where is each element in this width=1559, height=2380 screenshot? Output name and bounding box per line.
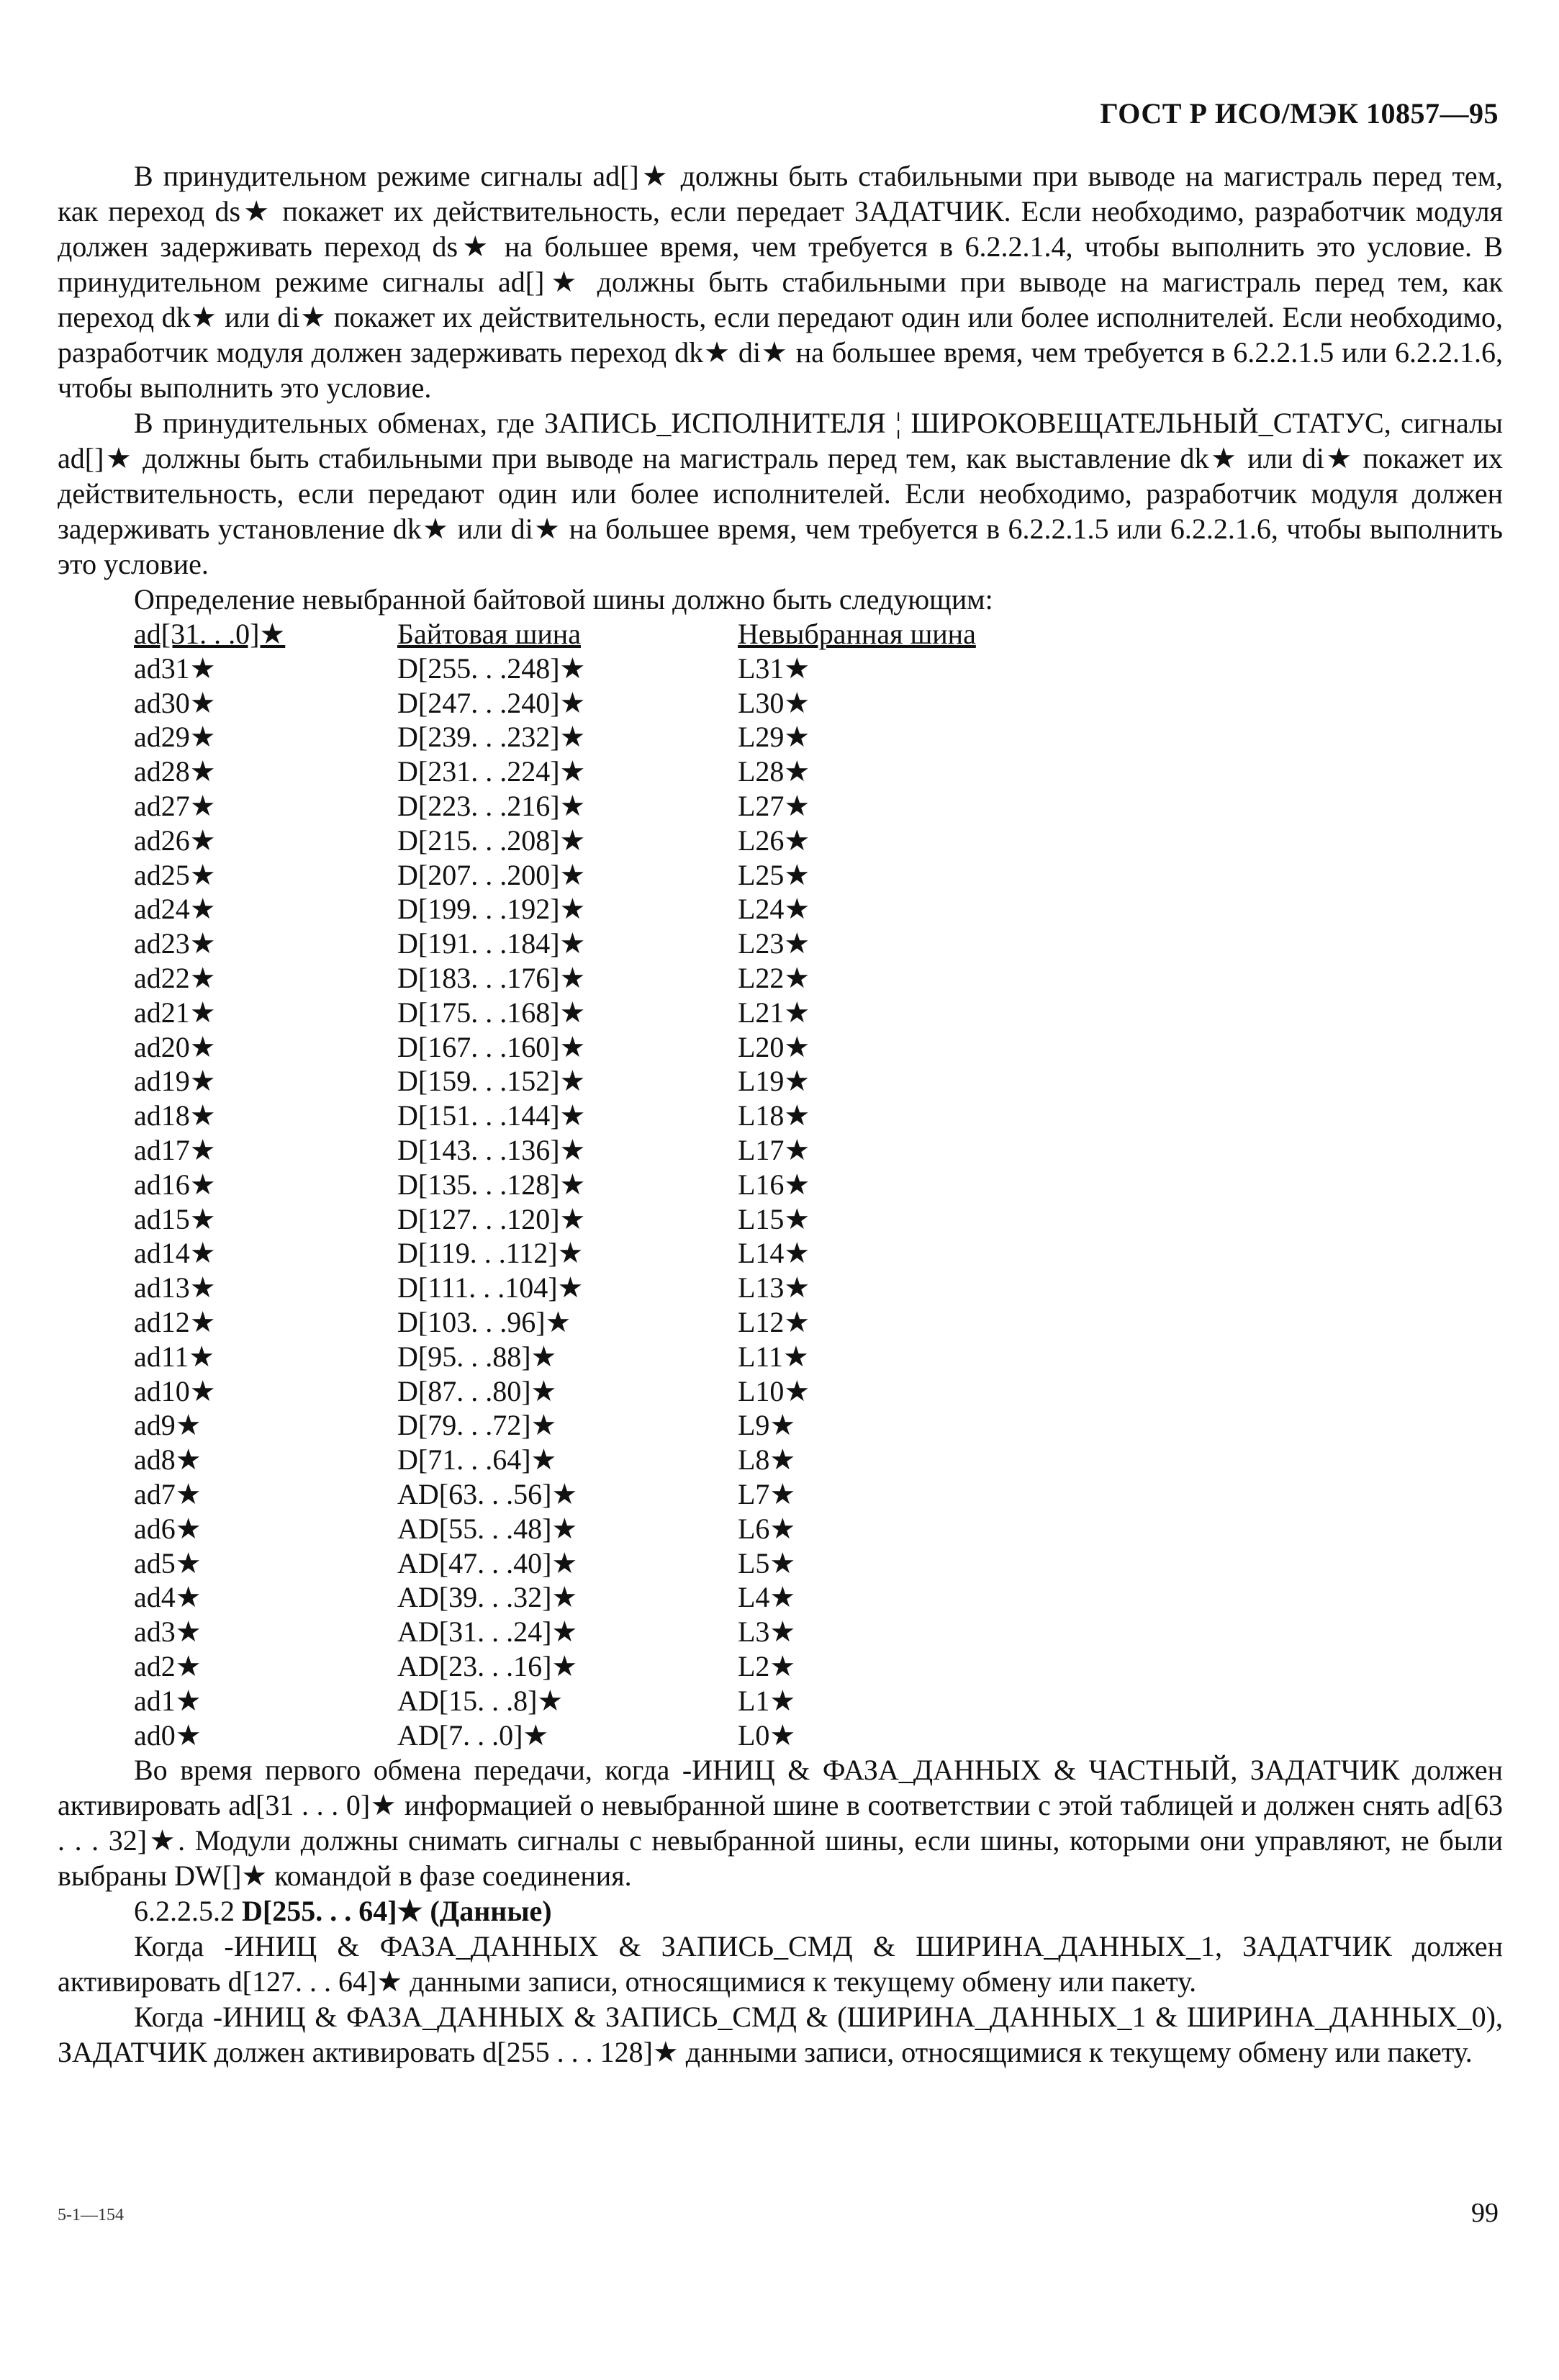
cell-ad-signal: ad31★	[134, 652, 216, 685]
cell-unselected-bus: L23★	[738, 927, 810, 960]
cell-unselected-bus: L14★	[738, 1237, 810, 1270]
cell-unselected-bus: L10★	[738, 1374, 810, 1407]
cell-unselected-bus: L22★	[738, 961, 810, 994]
cell-unselected-bus: L31★	[738, 652, 810, 685]
section-title: D[255. . . 64]★ (Данные)	[242, 1895, 552, 1928]
cell-ad-signal: ad13★	[134, 1271, 216, 1304]
cell-ad-signal: ad4★	[134, 1581, 202, 1614]
cell-unselected-bus: L18★	[738, 1099, 810, 1132]
table-row	[134, 1684, 1070, 1718]
cell-ad-signal: ad16★	[134, 1168, 216, 1201]
paragraph-6: Когда -ИНИЦ & ФАЗА_ДАННЫХ & ЗАПИСЬ_СМД & (ШИРИНА_ДАННЫХ_1 & ШИРИНА_ДАННЫХ_0), ЗАДАТЧИК должен активировать d[255 . . . 128]★ данными записи, относящимися к текущему обмену или пакету.	[58, 2001, 1503, 2069]
table-row	[134, 1546, 1070, 1581]
paragraph-5: Когда -ИНИЦ & ФАЗА_ДАННЫХ & ЗАПИСЬ_СМД & ШИРИНА_ДАННЫХ_1, ЗАДАТЧИК должен активировать d[127. . . 64]★ данными записи, относящимися к текущему обмену или пакету.	[58, 1930, 1503, 1998]
cell-unselected-bus: L24★	[738, 893, 810, 926]
cell-ad-signal: ad28★	[134, 755, 216, 788]
table-rows	[134, 652, 1070, 1753]
cell-unselected-bus: L7★	[738, 1477, 796, 1510]
cell-byte-bus: D[215. . .208]★	[397, 824, 586, 857]
cell-byte-bus: D[87. . .80]★	[397, 1374, 557, 1407]
cell-ad-signal: ad17★	[134, 1133, 216, 1166]
table-row	[134, 1064, 1070, 1099]
cell-unselected-bus: L8★	[738, 1443, 796, 1477]
cell-ad-signal: ad6★	[134, 1512, 202, 1545]
cell-unselected-bus: L6★	[738, 1512, 796, 1545]
cell-byte-bus: D[167. . .160]★	[397, 1030, 586, 1063]
cell-ad-signal: ad27★	[134, 789, 216, 822]
paragraph-1: В принудительном режиме сигналы ad[]★ должны быть стабильными при выводе на магистраль перед тем, как переход ds★ покажет их действительность, если передает ЗАДАТЧИК. Если необходимо, разработчик модуля должен задерживать переход ds★ на большее время, чем требуется в 6.2.2.1.4, чтобы выполнить это условие. В принудительном режиме сигналы ad[]★ должны быть стабильными при выводе на магистраль перед тем, как переход dk★ или di★ покажет их действительность, если передают один или более исполнителей. Если необходимо, разработчик модуля должен задерживать переход dk★ di★ на большее время, чем требуется в 6.2.2.1.5 или 6.2.2.1.6, чтобы выполнить это условие.	[58, 160, 1503, 404]
cell-byte-bus: D[159. . .152]★	[397, 1065, 586, 1098]
table-header-ad: ad[31. . .0]★	[134, 618, 286, 650]
cell-ad-signal: ad30★	[134, 686, 216, 719]
cell-unselected-bus: L4★	[738, 1581, 796, 1614]
document-body	[58, 158, 1503, 2070]
section-heading	[58, 1893, 1503, 1929]
cell-byte-bus: D[191. . .184]★	[397, 927, 586, 960]
cell-byte-bus: AD[15. . .8]★	[397, 1684, 564, 1717]
table-row	[134, 1305, 1070, 1340]
table-row	[134, 1408, 1070, 1443]
table-row	[134, 1340, 1070, 1374]
cell-ad-signal: ad0★	[134, 1718, 202, 1752]
table-header-row	[134, 617, 1070, 652]
cell-ad-signal: ad22★	[134, 961, 216, 994]
section-number: 6.2.2.5.2	[134, 1895, 235, 1928]
cell-unselected-bus: L12★	[738, 1305, 810, 1338]
cell-byte-bus: D[103. . .96]★	[397, 1305, 571, 1338]
table-row	[134, 1168, 1070, 1202]
cell-byte-bus: D[175. . .168]★	[397, 996, 586, 1029]
cell-unselected-bus: L26★	[738, 824, 810, 857]
cell-unselected-bus: L25★	[738, 858, 810, 891]
page-number: 99	[1471, 2198, 1499, 2228]
table-row	[134, 1512, 1070, 1546]
cell-unselected-bus: L30★	[738, 686, 810, 719]
cell-unselected-bus: L29★	[738, 721, 810, 754]
cell-ad-signal: ad25★	[134, 858, 216, 891]
cell-byte-bus: AD[39. . .32]★	[397, 1581, 578, 1614]
paragraph-3: Определение невыбранной байтовой шины должно быть следующим:	[134, 583, 993, 616]
cell-byte-bus: D[127. . .120]★	[397, 1202, 586, 1235]
table-row	[134, 1580, 1070, 1615]
footer-code: 5-1—154	[58, 2206, 124, 2225]
cell-ad-signal: ad15★	[134, 1202, 216, 1235]
table-row	[134, 1477, 1070, 1512]
table-row	[134, 961, 1070, 996]
cell-byte-bus: D[151. . .144]★	[397, 1099, 586, 1132]
cell-unselected-bus: L15★	[738, 1202, 810, 1235]
table-row	[134, 1030, 1070, 1065]
cell-byte-bus: D[135. . .128]★	[397, 1168, 586, 1201]
cell-byte-bus: D[183. . .176]★	[397, 961, 586, 994]
cell-byte-bus: D[239. . .232]★	[397, 721, 586, 754]
table-row	[134, 824, 1070, 858]
table-row	[134, 892, 1070, 927]
cell-ad-signal: ad12★	[134, 1305, 216, 1338]
table-row	[134, 789, 1070, 824]
table-row	[134, 1202, 1070, 1237]
cell-ad-signal: ad10★	[134, 1374, 216, 1407]
table-row	[134, 1099, 1070, 1133]
cell-byte-bus: D[119. . .112]★	[397, 1237, 584, 1270]
cell-unselected-bus: L20★	[738, 1030, 810, 1063]
table-row	[134, 996, 1070, 1030]
cell-ad-signal: ad29★	[134, 721, 216, 754]
table-row	[134, 754, 1070, 789]
cell-ad-signal: ad2★	[134, 1649, 202, 1682]
cell-ad-signal: ad19★	[134, 1065, 216, 1098]
cell-byte-bus: D[207. . .200]★	[397, 858, 586, 891]
cell-unselected-bus: L21★	[738, 996, 810, 1029]
table-row	[134, 1236, 1070, 1271]
table-row	[134, 858, 1070, 893]
cell-ad-signal: ad18★	[134, 1099, 216, 1132]
table-row	[134, 927, 1070, 961]
unselected-bus-table	[134, 617, 1070, 1752]
table-row	[134, 1271, 1070, 1305]
table-row	[134, 686, 1070, 721]
table-header-byte-bus: Байтовая шина	[397, 618, 581, 650]
cell-byte-bus: AD[31. . .24]★	[397, 1615, 578, 1649]
table-row	[134, 1649, 1070, 1684]
cell-ad-signal: ad8★	[134, 1443, 202, 1477]
cell-byte-bus: D[199. . .192]★	[397, 893, 586, 926]
table-header-unselected-bus: Невыбранная шина	[738, 618, 976, 650]
table-row	[134, 1718, 1070, 1753]
cell-ad-signal: ad26★	[134, 824, 216, 857]
table-row	[134, 720, 1070, 754]
cell-unselected-bus: L16★	[738, 1168, 810, 1201]
cell-unselected-bus: L9★	[738, 1409, 796, 1442]
cell-byte-bus: D[79. . .72]★	[397, 1409, 557, 1442]
cell-unselected-bus: L11★	[738, 1340, 809, 1373]
cell-byte-bus: D[231. . .224]★	[397, 755, 586, 788]
cell-ad-signal: ad5★	[134, 1546, 202, 1579]
cell-ad-signal: ad14★	[134, 1237, 216, 1270]
cell-byte-bus: D[143. . .136]★	[397, 1133, 586, 1166]
cell-unselected-bus: L27★	[738, 789, 810, 822]
cell-byte-bus: AD[47. . .40]★	[397, 1546, 578, 1579]
cell-unselected-bus: L13★	[738, 1271, 810, 1304]
cell-byte-bus: D[71. . .64]★	[397, 1443, 557, 1477]
cell-unselected-bus: L2★	[738, 1649, 796, 1682]
table-row	[134, 1615, 1070, 1649]
paragraph-4: Во время первого обмена передачи, когда -ИНИЦ & ФАЗА_ДАННЫХ & ЧАСТНЫЙ, ЗАДАТЧИК должен активировать ad[31 . . . 0]★ информацией о невыбранной шине в соответствии с этой таблицей и должен снять ad[63 . . . 32]★. Модули должны снимать сигналы с невыбранной шины, если шины, которыми они управляют, не были выбраны DW[]★ командой в фазе соединения.	[58, 1754, 1503, 1893]
cell-byte-bus: D[223. . .216]★	[397, 789, 586, 822]
paragraph-2: В принудительных обменах, где ЗАПИСЬ_ИСПОЛНИТЕЛЯ ¦ ШИРОКОВЕЩАТЕЛЬНЫЙ_СТАТУС, сигналы ad[]★ должны быть стабильными при выводе на магистраль перед тем, как выставление dk★ или di★ покажет их действительность, если передают один или более исполнителей. Если необходимо, разработчик модуля должен задерживать установление dk★ или di★ на большее время, чем требуется в 6.2.2.1.5 или 6.2.2.1.6, чтобы выполнить это условие.	[58, 407, 1503, 580]
cell-ad-signal: ad21★	[134, 996, 216, 1029]
cell-ad-signal: ad24★	[134, 893, 216, 926]
cell-ad-signal: ad9★	[134, 1409, 202, 1442]
cell-unselected-bus: L28★	[738, 755, 810, 788]
table-row	[134, 1374, 1070, 1409]
cell-byte-bus: D[95. . .88]★	[397, 1340, 557, 1373]
cell-byte-bus: D[255. . .248]★	[397, 652, 586, 685]
cell-ad-signal: ad23★	[134, 927, 216, 960]
cell-byte-bus: AD[23. . .16]★	[397, 1649, 578, 1682]
cell-unselected-bus: L17★	[738, 1133, 810, 1166]
cell-unselected-bus: L1★	[738, 1684, 796, 1717]
cell-unselected-bus: L19★	[738, 1065, 810, 1098]
cell-ad-signal: ad1★	[134, 1684, 202, 1717]
cell-byte-bus: D[247. . .240]★	[397, 686, 586, 719]
table-row	[134, 1133, 1070, 1168]
cell-ad-signal: ad7★	[134, 1477, 202, 1510]
cell-byte-bus: AD[55. . .48]★	[397, 1512, 578, 1545]
page-header-title: ГОСТ Р ИСО/МЭК 10857—95	[1100, 97, 1499, 130]
cell-unselected-bus: L3★	[738, 1615, 796, 1649]
cell-byte-bus: AD[63. . .56]★	[397, 1477, 578, 1510]
table-row	[134, 652, 1070, 686]
cell-byte-bus: D[111. . .104]★	[397, 1271, 584, 1304]
cell-ad-signal: ad11★	[134, 1340, 215, 1373]
cell-ad-signal: ad20★	[134, 1030, 216, 1063]
cell-ad-signal: ad3★	[134, 1615, 202, 1649]
cell-unselected-bus: L5★	[738, 1546, 796, 1579]
cell-byte-bus: AD[7. . .0]★	[397, 1718, 549, 1752]
cell-unselected-bus: L0★	[738, 1718, 796, 1752]
table-row	[134, 1443, 1070, 1477]
